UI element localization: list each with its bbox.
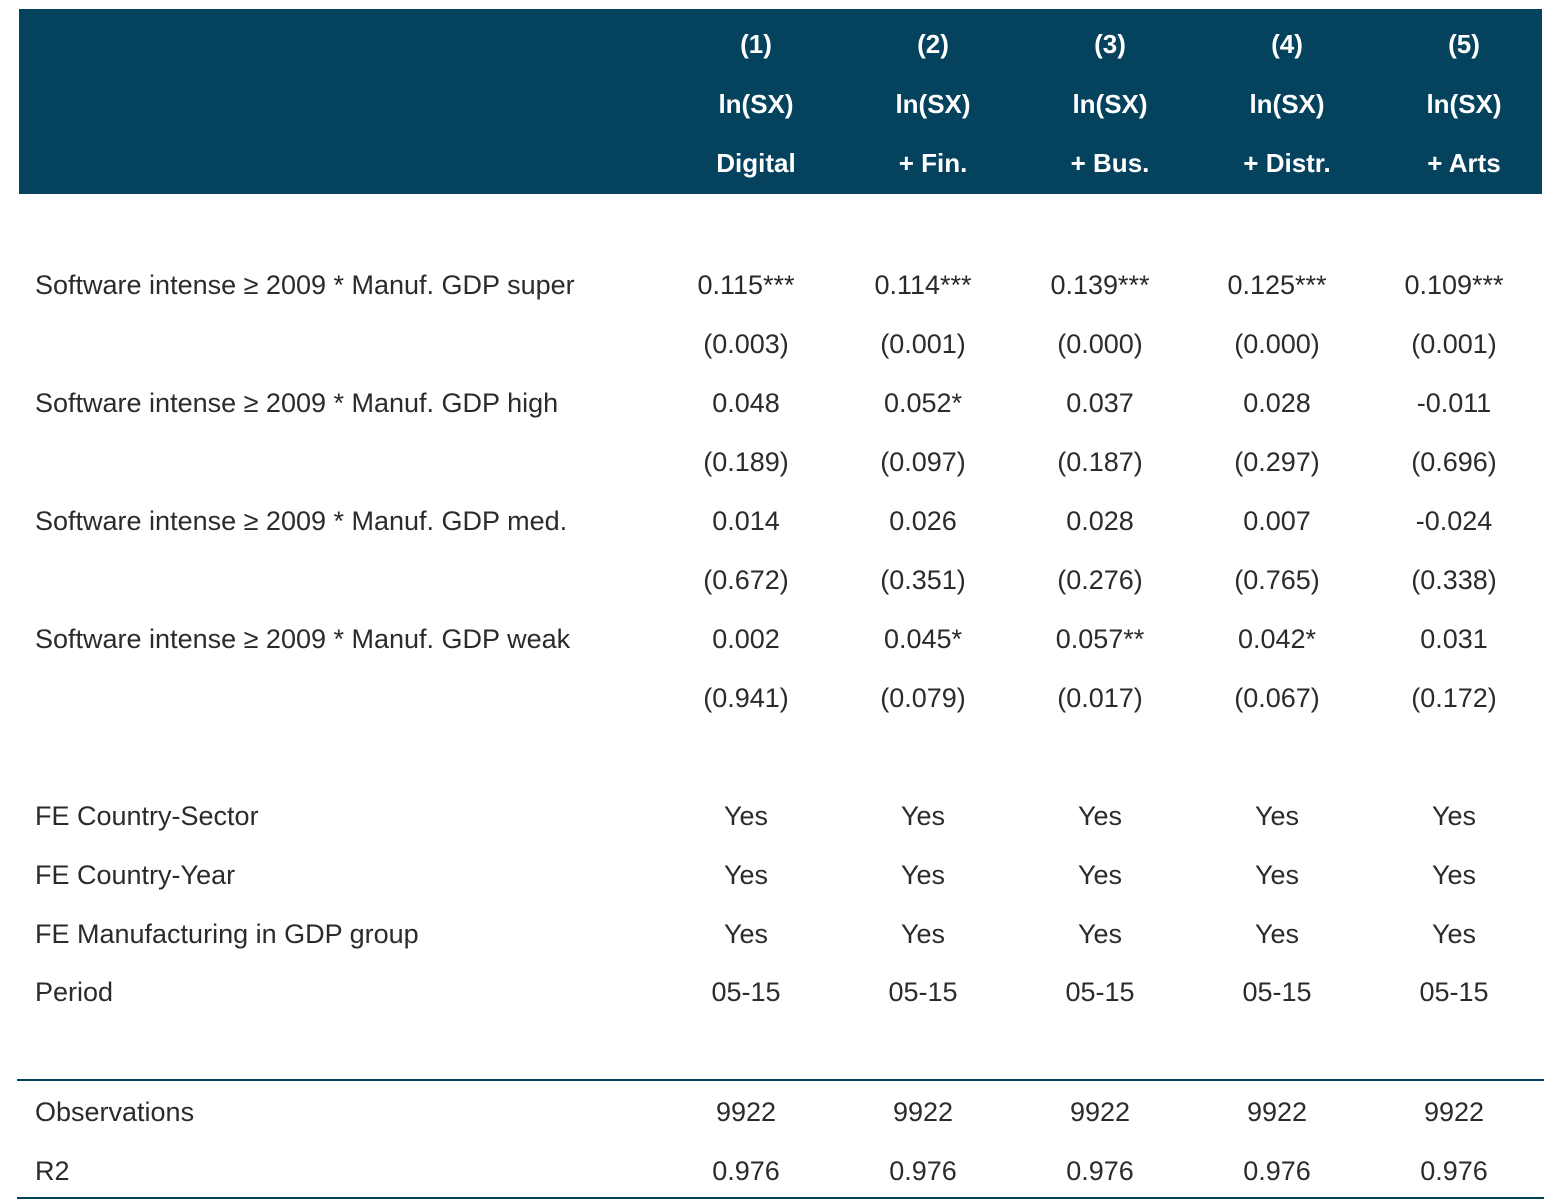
pvalue-cell: (0.941) <box>703 683 789 713</box>
column-number: (3) <box>1094 29 1126 59</box>
stat-cell: 9922 <box>1246 1097 1308 1127</box>
column-header-4 <box>1202 9 1372 194</box>
stat-cell: 9922 <box>892 1097 954 1127</box>
pvalue-cell: (0.187) <box>1057 447 1143 477</box>
coefficient-cell: 0.026 <box>889 506 957 536</box>
row-label: Software intense ≥ 2009 * Manuf. GDP weak <box>35 624 571 654</box>
column-sample: Digital <box>716 148 796 178</box>
column-sample: + Arts <box>1427 148 1501 178</box>
coefficient-cell: -0.011 <box>1416 388 1492 418</box>
control-cell: Yes <box>1254 919 1300 949</box>
stat-cell: 0.976 <box>1243 1156 1311 1186</box>
stat-row <box>0 1097 1560 1137</box>
pvalue-cell: (0.000) <box>1057 329 1143 359</box>
table-bottom-rule <box>17 1197 1544 1199</box>
coefficient-cell: 0.045* <box>883 624 963 654</box>
coefficient-cell: 0.114*** <box>874 270 972 300</box>
coefficient-cell: 0.014 <box>712 506 780 536</box>
column-dependent-variable: ln(SX) <box>1249 89 1325 119</box>
pvalue-cell: (0.338) <box>1411 565 1497 595</box>
column-sample: + Bus. <box>1070 148 1150 178</box>
table-header <box>19 9 1542 194</box>
pvalue-cell: (0.017) <box>1057 683 1143 713</box>
control-cell: Yes <box>1431 919 1477 949</box>
row-label: R2 <box>35 1156 70 1186</box>
coefficient-cell: 0.007 <box>1243 506 1311 536</box>
column-sample: + Fin. <box>898 148 968 178</box>
pvalue-cell: (0.000) <box>1234 329 1320 359</box>
coefficient-cell: 0.115*** <box>697 270 795 300</box>
row-label: Observations <box>35 1097 195 1127</box>
row-label: Software intense ≥ 2009 * Manuf. GDP super <box>35 270 575 300</box>
column-dependent-variable: ln(SX) <box>895 89 971 119</box>
coefficient-cell: 0.037 <box>1066 388 1134 418</box>
coefficient-row <box>0 388 1560 428</box>
column-number: (4) <box>1271 29 1303 59</box>
pvalue-cell: (0.079) <box>880 683 966 713</box>
coefficient-cell: 0.002 <box>712 624 780 654</box>
pvalue-cell: (0.097) <box>880 447 966 477</box>
coefficient-cell: 0.028 <box>1243 388 1311 418</box>
pvalue-row <box>0 565 1560 605</box>
pvalue-cell: (0.672) <box>703 565 789 595</box>
control-cell: Yes <box>723 919 769 949</box>
row-label: FE Manufacturing in GDP group <box>35 919 419 949</box>
row-label: Period <box>35 977 114 1007</box>
stat-cell: 9922 <box>715 1097 777 1127</box>
pvalue-cell: (0.276) <box>1057 565 1143 595</box>
row-label: Software intense ≥ 2009 * Manuf. GDP med. <box>35 506 568 536</box>
control-cell: 05-15 <box>1242 977 1312 1007</box>
coefficient-cell: 0.042* <box>1237 624 1317 654</box>
coefficient-row <box>0 624 1560 664</box>
coefficient-cell: -0.024 <box>1415 506 1493 536</box>
column-dependent-variable: ln(SX) <box>718 89 794 119</box>
coefficient-cell: 0.048 <box>712 388 780 418</box>
column-header-2 <box>848 9 1018 194</box>
control-cell: Yes <box>1077 801 1123 831</box>
control-cell: Yes <box>1077 919 1123 949</box>
pvalue-cell: (0.172) <box>1411 683 1497 713</box>
coefficient-cell: 0.031 <box>1420 624 1488 654</box>
stat-cell: 0.976 <box>1066 1156 1134 1186</box>
row-label: FE Country-Year <box>35 860 236 890</box>
pvalue-row <box>0 329 1560 369</box>
control-cell: 05-15 <box>1065 977 1135 1007</box>
pvalue-cell: (0.696) <box>1411 447 1497 477</box>
stat-row <box>0 1156 1560 1196</box>
control-cell: Yes <box>1431 801 1477 831</box>
control-cell: Yes <box>900 860 946 890</box>
control-cell: Yes <box>1254 860 1300 890</box>
pvalue-cell: (0.189) <box>703 447 789 477</box>
coefficient-row <box>0 270 1560 310</box>
control-cell: 05-15 <box>711 977 781 1007</box>
pvalue-cell: (0.001) <box>880 329 966 359</box>
column-number: (1) <box>740 29 772 59</box>
coefficient-cell: 0.057** <box>1055 624 1145 654</box>
control-cell: Yes <box>1431 860 1477 890</box>
control-cell: 05-15 <box>1419 977 1489 1007</box>
column-number: (5) <box>1448 29 1480 59</box>
stat-cell: 9922 <box>1423 1097 1485 1127</box>
coefficient-cell: 0.028 <box>1066 506 1134 536</box>
control-cell: Yes <box>723 860 769 890</box>
pvalue-cell: (0.003) <box>703 329 789 359</box>
row-label: FE Country-Sector <box>35 801 259 831</box>
control-cell: Yes <box>1077 860 1123 890</box>
stat-cell: 0.976 <box>889 1156 957 1186</box>
coefficient-cell: 0.052* <box>883 388 963 418</box>
control-cell: Yes <box>1254 801 1300 831</box>
control-cell: Yes <box>900 919 946 949</box>
table-divider <box>17 1079 1544 1081</box>
pvalue-cell: (0.351) <box>880 565 966 595</box>
control-row <box>0 801 1560 841</box>
stat-cell: 0.976 <box>1420 1156 1488 1186</box>
coefficient-cell: 0.125*** <box>1227 270 1327 300</box>
pvalue-row <box>0 683 1560 723</box>
control-cell: Yes <box>723 801 769 831</box>
column-dependent-variable: ln(SX) <box>1072 89 1148 119</box>
pvalue-cell: (0.765) <box>1234 565 1320 595</box>
pvalue-row <box>0 447 1560 487</box>
control-cell: Yes <box>900 801 946 831</box>
column-sample: + Distr. <box>1243 148 1331 178</box>
pvalue-cell: (0.297) <box>1234 447 1320 477</box>
stat-cell: 0.976 <box>712 1156 780 1186</box>
control-row <box>0 919 1560 959</box>
coefficient-cell: 0.139*** <box>1050 270 1150 300</box>
control-row <box>0 860 1560 900</box>
control-cell: 05-15 <box>888 977 958 1007</box>
pvalue-cell: (0.001) <box>1411 329 1497 359</box>
column-number: (2) <box>917 29 949 59</box>
coefficient-row <box>0 506 1560 546</box>
row-label: Software intense ≥ 2009 * Manuf. GDP high <box>35 388 559 418</box>
column-header-3 <box>1025 9 1195 194</box>
control-row <box>0 977 1560 1017</box>
coefficient-cell: 0.109*** <box>1404 270 1504 300</box>
column-header-5 <box>1379 9 1549 194</box>
column-header-1 <box>671 9 841 194</box>
pvalue-cell: (0.067) <box>1234 683 1320 713</box>
column-dependent-variable: ln(SX) <box>1426 89 1502 119</box>
stat-cell: 9922 <box>1069 1097 1131 1127</box>
